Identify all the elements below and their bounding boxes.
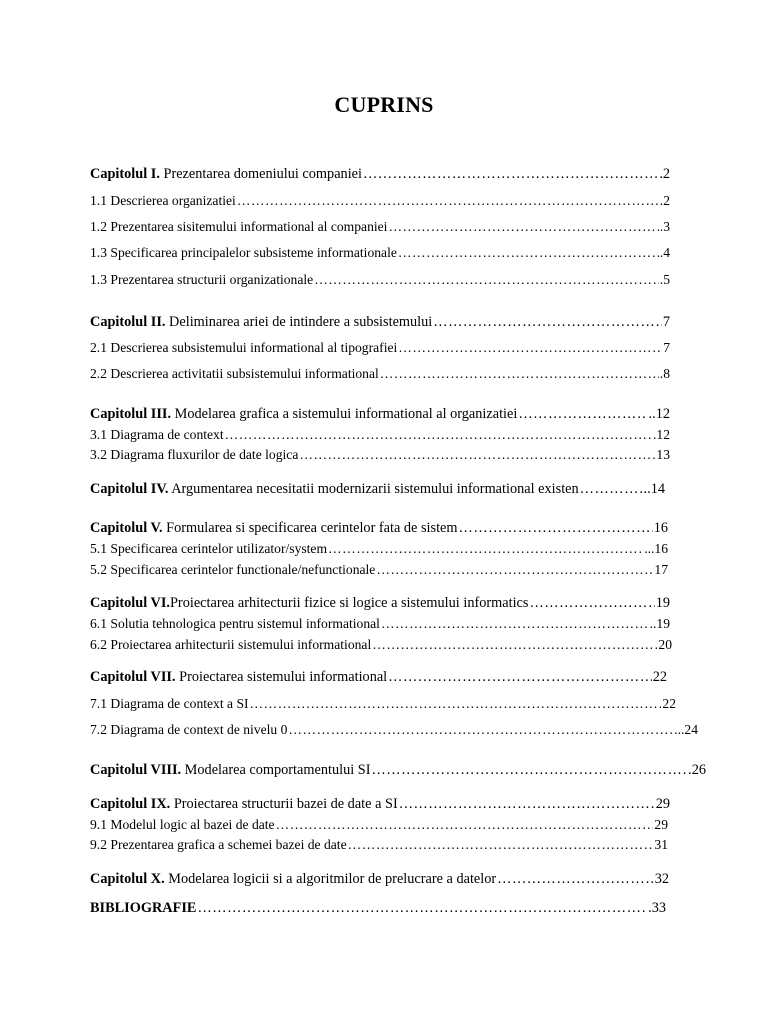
toc-entry xyxy=(90,816,668,834)
dot-leader xyxy=(363,165,662,183)
page-number: 19 xyxy=(655,595,670,611)
entry-title: 1.3 Prezentarea structurii organizationale xyxy=(90,272,314,287)
chapter-label: BIBLIOGRAFIE xyxy=(90,900,197,916)
dot-leader xyxy=(518,405,647,423)
toc-entry xyxy=(90,313,670,331)
toc-entry xyxy=(90,870,669,888)
entry-title: 9.2 Prezentarea grafica a schemei bazei de date xyxy=(90,837,347,852)
toc-entry xyxy=(90,594,670,612)
dot-leader xyxy=(433,313,662,331)
page-number: .8 xyxy=(659,366,670,381)
entry-title: 9.1 Modelul logic al bazei de date xyxy=(90,817,275,832)
page-number: 17 xyxy=(654,562,668,577)
toc-entry xyxy=(90,615,670,633)
dot-leader xyxy=(399,795,655,813)
page-title: CUPRINS xyxy=(334,92,434,117)
dot-leader xyxy=(398,339,662,357)
page-number: 22 xyxy=(652,669,667,685)
chapter-label: Capitolul IX. xyxy=(90,796,171,812)
toc-entry xyxy=(90,271,670,289)
page-number: .2 xyxy=(659,193,670,208)
page-number: 29 xyxy=(655,796,670,812)
toc-entry xyxy=(90,540,668,558)
entry-title: Proiectarea arhitecturii fizice si logice a sistemului informatics xyxy=(169,595,529,611)
toc-entry xyxy=(90,519,668,537)
dot-leader xyxy=(314,271,659,289)
entry-title: Modelarea logicii si a algoritmilor de prelucrare a datelor xyxy=(164,871,497,887)
page-number: .12 xyxy=(653,427,670,442)
toc-entry xyxy=(90,446,670,464)
entry-title: 6.2 Proiectarea arhitecturii sistemului informational xyxy=(90,637,372,652)
dot-leader xyxy=(197,899,647,917)
dot-leader xyxy=(348,836,654,854)
dot-leader xyxy=(328,540,643,558)
entry-title: 1.1 Descrierea organizatiei xyxy=(90,193,236,208)
dot-leader xyxy=(299,446,655,464)
dot-leader xyxy=(381,615,649,633)
dot-leader xyxy=(388,218,658,236)
dot-leader xyxy=(497,870,654,888)
entry-title: Argumentarea necesitatii modernizarii sistemului informational existen xyxy=(168,481,579,497)
toc-entry xyxy=(90,339,670,357)
entry-title: Modelarea grafica a sistemului informational al organizatiei xyxy=(171,406,518,422)
toc-entry xyxy=(90,668,667,686)
toc-entry xyxy=(90,721,698,739)
page-number: ..24 xyxy=(677,722,698,737)
entry-title: Prezentarea domeniului companiei xyxy=(159,166,362,182)
entry-title: 2.1 Descrierea subsistemului informational al tipografiei xyxy=(90,340,398,355)
dot-leader xyxy=(372,761,688,779)
dot-leader xyxy=(288,721,676,739)
chapter-label: Capitolul V. xyxy=(90,520,163,536)
chapter-label: Capitolul I. xyxy=(90,166,160,182)
chapter-label: Capitolul VII. xyxy=(90,669,176,685)
toc-entry xyxy=(90,426,670,444)
page-number: 32 xyxy=(654,871,669,887)
entry-title: Proiectarea sistemului informational xyxy=(175,669,388,685)
entry-title: 6.1 Solutia tehnologica pentru sistemul informational xyxy=(90,616,380,631)
dot-leader xyxy=(380,365,659,383)
page-number: ..12 xyxy=(648,406,670,422)
page-number: ..19 xyxy=(649,616,670,631)
chapter-label: Capitolul VIII. xyxy=(90,762,182,778)
page-number: 22 xyxy=(662,696,676,711)
toc-entry xyxy=(90,218,670,236)
page-number: 13 xyxy=(656,447,670,462)
page-number: .33 xyxy=(648,900,666,916)
toc-entry xyxy=(90,405,670,423)
entry-title: 7.1 Diagrama de context a SI xyxy=(90,696,249,711)
toc-entry xyxy=(90,795,670,813)
page-number: .3 xyxy=(659,219,670,234)
entry-title: 1.2 Prezentarea sisitemului informational al companiei xyxy=(90,219,388,234)
toc-entry xyxy=(90,244,670,262)
entry-title: 1.3 Specificarea principalelor subsisteme informationale xyxy=(90,245,397,260)
dot-leader xyxy=(580,480,643,498)
entry-title: Formularea si specificarea cerintelor fata de sistem xyxy=(162,520,458,536)
dot-leader xyxy=(225,426,652,444)
page-number: .26 xyxy=(688,762,706,778)
chapter-label: Capitolul IV. xyxy=(90,481,169,497)
toc-entry xyxy=(90,636,672,654)
page-number: ..14 xyxy=(643,481,665,497)
entry-title: Modelarea comportamentului SI xyxy=(181,762,371,778)
page-number: 2 xyxy=(662,166,670,182)
chapter-label: Capitolul III. xyxy=(90,406,172,422)
toc-entry xyxy=(90,761,706,779)
dot-leader xyxy=(372,636,657,654)
page-number: .4 xyxy=(659,245,670,260)
entry-title: 7.2 Diagrama de context de nivelu 0 xyxy=(90,722,288,737)
entry-title: 3.1 Diagrama de context xyxy=(90,427,224,442)
dot-leader xyxy=(276,816,654,834)
page-number: 29 xyxy=(654,817,668,832)
toc-entry xyxy=(90,480,665,498)
dot-leader xyxy=(459,519,653,537)
entry-title: Proiectarea structurii bazei de date a SI xyxy=(170,796,398,812)
toc-entry xyxy=(90,695,676,713)
dot-leader xyxy=(250,695,662,713)
toc-entry xyxy=(90,561,668,579)
chapter-label: Capitolul VI. xyxy=(90,595,170,611)
entry-title: Deliminarea ariei de intindere a subsistemului xyxy=(165,314,433,330)
toc-entry xyxy=(90,836,668,854)
dot-leader xyxy=(398,244,659,262)
page-number: 7 xyxy=(662,314,670,330)
dot-leader xyxy=(376,561,653,579)
chapter-label: Capitolul II. xyxy=(90,314,166,330)
page-number: .5 xyxy=(659,272,670,287)
page-number: 7 xyxy=(663,340,670,355)
page-number: 20 xyxy=(658,637,672,652)
entry-title: 5.1 Specificarea cerintelor utilizator/system xyxy=(90,541,328,556)
entry-title: 5.2 Specificarea cerintelor functionale/nefunctionale xyxy=(90,562,376,577)
page-number: 31 xyxy=(654,837,668,852)
dot-leader xyxy=(237,192,659,210)
dot-leader xyxy=(529,594,654,612)
toc-entry xyxy=(90,192,670,210)
entry-title: 2.2 Descrierea activitatii subsistemului informational xyxy=(90,366,379,381)
toc-entry xyxy=(90,899,666,917)
toc-entry xyxy=(90,365,670,383)
toc-entry xyxy=(90,165,670,183)
page-number: ...16 xyxy=(644,541,668,556)
chapter-label: Capitolul X. xyxy=(90,871,165,887)
entry-title: 3.2 Diagrama fluxurilor de date logica xyxy=(90,447,299,462)
dot-leader xyxy=(388,668,652,686)
page-number: 16 xyxy=(653,520,668,536)
